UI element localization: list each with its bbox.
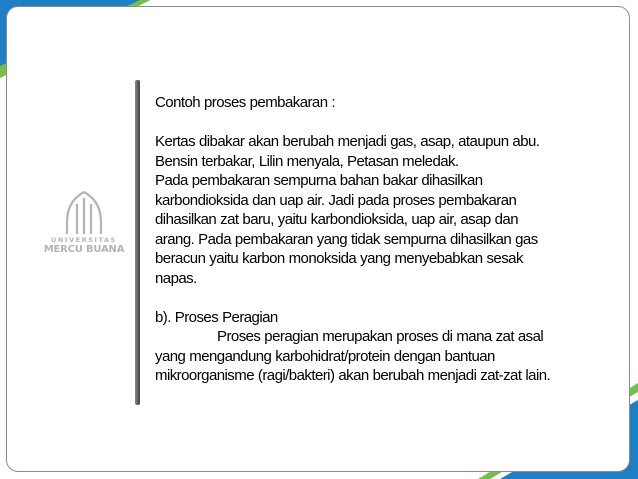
section-b-heading: b). Proses Peragian — [155, 308, 278, 326]
content-heading: Contoh proses pembakaran : — [155, 94, 336, 111]
para2-line: yang mengandung karbohidrat/protein dengan bantuan — [155, 347, 495, 365]
vertical-divider — [135, 80, 140, 405]
para2-line: Proses peragian merupakan proses di mana zat asal — [217, 328, 544, 345]
para1-line: dihasilkan zat baru, yaitu karbondioksida, uap air, asap dan — [155, 211, 518, 228]
para1-line: napas. — [155, 269, 197, 287]
spacer — [155, 288, 630, 308]
logo-text-universitas: UNIVERSITAS — [51, 236, 117, 244]
para1-line: Pada pembakaran sempurna bahan bakar dihasilkan — [155, 172, 483, 189]
slide-content — [155, 93, 630, 386]
university-logo — [40, 188, 128, 266]
para1-line: beracun yaitu karbon monoksida yang menyebabkan sesak — [155, 250, 523, 267]
logo-text-mercu-buana: MERCU BUANA — [43, 244, 125, 255]
para1-line: karbondioksida dan uap air. Jadi pada proses pembakaran — [155, 191, 517, 209]
mercu-buana-emblem-icon — [40, 188, 128, 236]
para1-line: arang. Pada pembakaran yang tidak sempurna dihasilkan gas — [155, 230, 538, 248]
spacer — [155, 113, 630, 133]
para1-line: Kertas dibakar akan berubah menjadi gas, asap, ataupun abu. — [155, 133, 540, 150]
para1-line: Bensin terbakar, Lilin menyala, Petasan meledak. — [155, 152, 459, 170]
para2-line: mikroorganisme (ragi/bakteri) akan berubah menjadi zat-zat lain. — [155, 367, 551, 384]
